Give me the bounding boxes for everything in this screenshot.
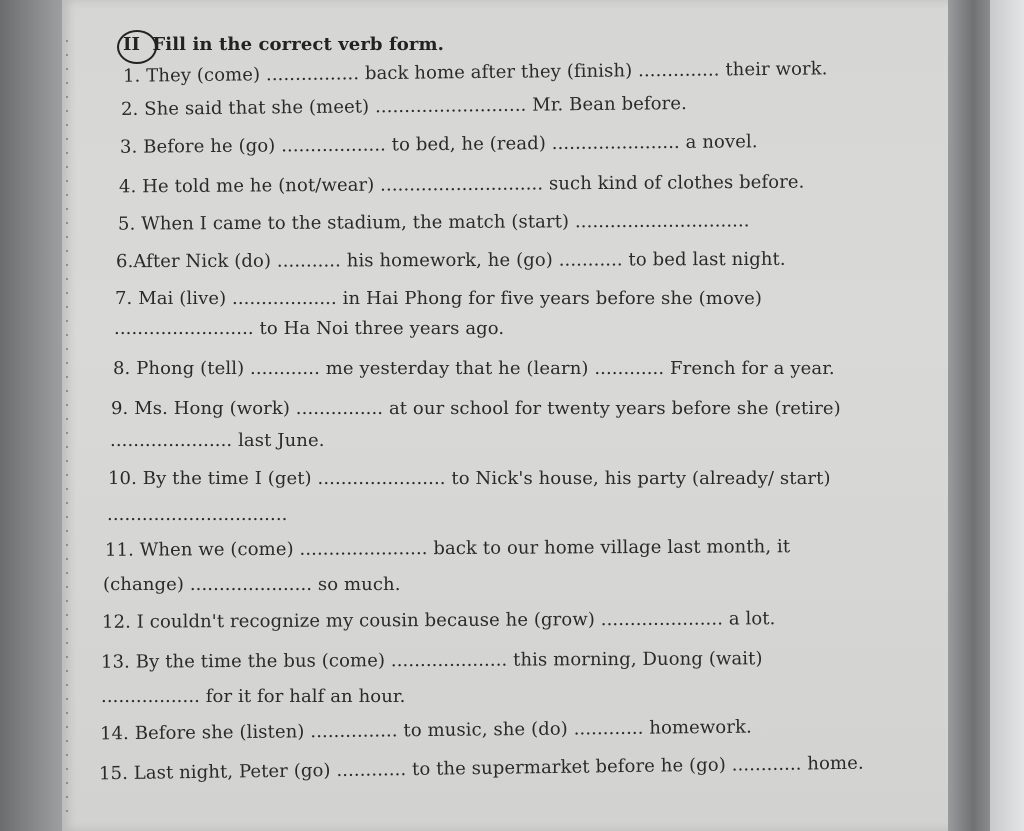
exercise-line-1: 1. They (come) ................ back home after they (finish) .............. their work. [122, 58, 828, 87]
exercise-line-13b: ................. for it for half an hour. [101, 686, 406, 707]
exercise-line-15: 15. Last night, Peter (go) ............ to the supermarket before he (go) ............ home. [98, 752, 864, 785]
exercise-line-11b: (change) ..................... so much. [103, 574, 401, 595]
exercise-line-9: 9. Ms. Hong (work) ............... at our school for twenty years before she (retire) [111, 398, 841, 419]
exercise-line-12: 12. I couldn't recognize my cousin because he (grow) ..................... a lot. [101, 608, 776, 633]
exercise-line-14: 14. Before she (listen) ............... to music, she (do) ............ homework. [99, 716, 752, 745]
section-number: II [123, 34, 141, 55]
exercise-heading [123, 34, 444, 55]
exercise-line-11: 11. When we (come) ...................... back to our home village last month, it [104, 536, 791, 561]
exercise-line-9b: ..................... last June. [110, 430, 325, 451]
exercise-line-10b: ............................... [107, 504, 288, 525]
exercise-line-13: 13. By the time the bus (come) .................... this morning, Duong (wait) [100, 648, 763, 673]
exercise-line-10: 10. By the time I (get) ...................... to Nick's house, his party (already/ start) [108, 468, 831, 489]
exercise-line-5: 5. When I came to the stadium, the match (start) .............................. [117, 210, 750, 235]
exercise-line-4: 4. He told me he (not/wear) ............................ such kind of clothes before. [118, 171, 805, 198]
exercise-line-7: 7. Mai (live) .................. in Hai Phong for five years before she (move) [115, 288, 763, 309]
exercise-line-3: 3. Before he (go) .................. to bed, he (read) ...................... a novel. [119, 131, 758, 158]
exercise-line-7b: ........................ to Ha Noi three years ago. [114, 318, 505, 339]
exercise-line-8: 8. Phong (tell) ............ me yesterday that he (learn) ............ French for a year. [113, 358, 835, 379]
exercise-title: Fill in the correct verb form. [152, 34, 445, 55]
exercise-line-2: 2. She said that she (meet) .......................... Mr. Bean before. [120, 93, 688, 120]
exercise-line-6: 6.After Nick (do) ........... his homework, he (go) ........... to bed last night. [115, 248, 786, 273]
